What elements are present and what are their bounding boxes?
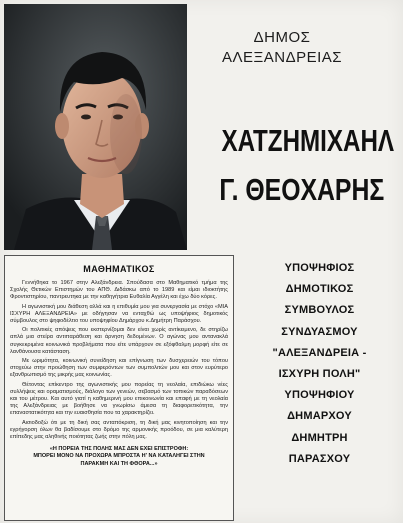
bio-paragraph: Με ωριμότητα, κοινωνική συνείδηση και επίγνωση των δυσχερειών του τόπου στοχεύω στην προώθηση των συμφερόντων των συμπολιτών μου και στον ευρύτερο εξανθρωπισμό της μικρής μας κοινωνίας. [10, 358, 228, 379]
bio-paragraph: Αισιοδοξώ ότι με τη δική σας ανταπόκριση, τη δική μας κινητοποίηση και την εγρήγορση όλων θα βαδίσουμε στο δρόμο της αρμονικής προόδου, σε μια καλύτερη επίπεδης μας αληθινής ποιότητας ζωής στην πόλη μας. [10, 419, 228, 441]
quote-line-2: ΜΠΟΡΕΙ ΜΟΝΟ ΝΑ ΠΡΟΧΩΡΑ ΜΠΡΟΣΤΑ Η' ΝΑ ΚΑΤΑΛΗΓΕΙ ΣΤΗΝ [33, 453, 205, 460]
bio-paragraph: Γεννήθηκα το 1967 στην Αλεξάνδρεια. Σπούδασα στο Μαθηματικό τμήμα της Σχολής Θετικών Επιστημών του ΑΠΘ. Διδάσκω από το 1989 και είμαι ιδιοκτήτης Φροντιστηρίου, παντρευτηκα με την καθηγήτρια Ευθαλία Αγγέλη και έχω δύο κόρες. [10, 280, 228, 301]
quote-line-1: «Η ΠΟΡΕΙΑ ΤΗΣ ΠΟΛΗΣ ΜΑΣ ΔΕΝ ΕΧΕΙ ΕΠΙΣΤΡΟΦΗ: [49, 446, 189, 453]
slogan-line: ΥΠΟΨΗΦΙΟΣ [284, 262, 355, 274]
portrait-illustration [4, 4, 187, 250]
biography-title: ΜΑΘΗΜΑΤΙΚΟΣ [83, 264, 155, 274]
municipality-line-1: ΔΗΜΟΣ [253, 29, 311, 46]
slogan-line: ΔΗΜΗΤΡΗ [291, 431, 348, 444]
biography-box [4, 255, 234, 521]
bio-paragraph: Θέτοντας επίκεντρο της αγωνιστικής μου πορείας τη νεολαία, επιδιώκω νέες συλλήψεις και οραματισμούς, διάλογο των γενεών, σεβασμό των τοπικών παραδόσεων και του μέτρου. Και αυτό γιατί η καθημερινή μου επικοινωνία και επαφή με τη νεολαία της Αλεξάνδρειας με βοήθησε να γνωρίσω άμεσα τη διαφορετικότητα, την επαναστατικότητα και την ευαισθησία που τα χαρακτηρίζει. [10, 381, 228, 417]
candidacy-slogan [236, 258, 403, 470]
bio-paragraph: Οι πολιτικές απόψεις που εκστερνίζομαι δεν είναι χωρίς αντίκειμενο, δε στηρίζω απλά μια στείρα αντιπαράθεση και άρνηση δεδομένων. Ο αγώνας μου αντανακλά συγκεκριμένα κοινωνικά προβλήματα που είτε υπάρχουν σε εξόφθαλμη μορφή είτε σε λανθάνουσα κατάσταση. [10, 327, 228, 355]
slogan-line: "ΑΛΕΞΑΝΔΡΕΙΑ - [272, 346, 367, 359]
candidate-portrait [4, 4, 187, 250]
slogan-line: ΥΠΟΨΗΦΙΟΥ [284, 389, 355, 402]
bio-paragraph: Η αγωνιστική μου διάθεση αλλά και η επιθυμία μου για συνεργασία με στόχο «ΜΙΑ ΙΣΧΥΡΗ ΑΛΕΞΑΝΔΡΕΙΑ» με οδήγησαν να ενταχθώ ως υποψήφιος δημοτικός σύμβουλος στο ψηφοδέλτιο του υποψηφίου Δημάρχου κ.Δημήτρη Παράσχου. [10, 303, 228, 325]
quote-line-3: ΠΑΡΑΚΜΗ ΚΑΙ ΤΗ ΦΘΟΡΑ...» [80, 460, 158, 467]
candidate-surname: ΧΑΤΖΗΜΙΧΑΗΛ [221, 123, 395, 158]
candidate-firstname: Γ. ΘΕΟΧΑΡΗΣ [219, 172, 385, 207]
slogan-line: ΔΗΜΟΤΙΚΟΣ [285, 283, 354, 296]
slogan-line: ΙΣΧΥΡΗ ΠΟΛΗ" [278, 368, 361, 381]
slogan-line: ΔΗΜΑΡΧΟΥ [287, 410, 352, 423]
closing-quote [10, 446, 228, 468]
slogan-line: ΣΥΜΒΟΥΛΟΣ [284, 304, 355, 317]
municipality-line-2: ΑΛΕΞΑΝΔΡΕΙΑΣ [221, 49, 343, 66]
slogan-line: ΠΑΡΑΣΧΟΥ [288, 452, 351, 465]
slogan-line: ΣΥΝΔΥΑΣΜΟΥ [281, 325, 358, 338]
municipality-heading [212, 28, 352, 68]
